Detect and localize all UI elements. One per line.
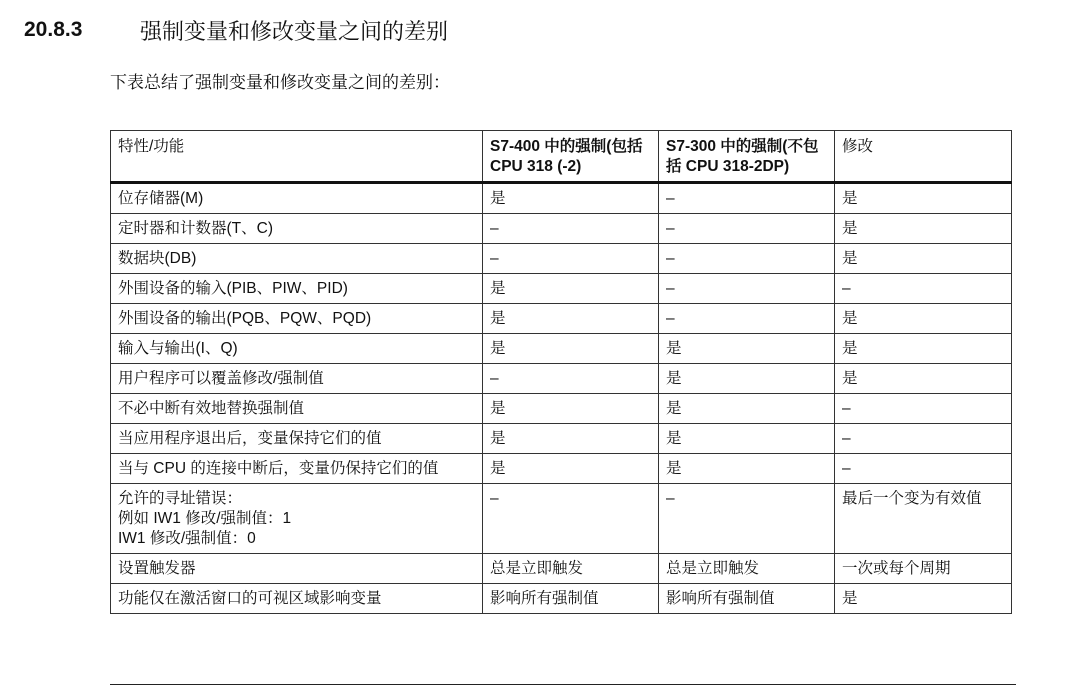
table-row <box>111 364 1012 394</box>
table-row <box>111 424 1012 454</box>
feature-cell: 输入与输出(I、Q) <box>111 334 483 364</box>
s7-400-cell: 是 <box>483 454 659 484</box>
feature-cell: 设置触发器 <box>111 554 483 584</box>
modify-cell: 是 <box>835 214 1012 244</box>
feature-cell: 外围设备的输入(PIB、PIW、PID) <box>111 274 483 304</box>
s7-300-cell: 是 <box>659 394 835 424</box>
s7-400-cell: – <box>483 244 659 274</box>
header-feature: 特性/功能 <box>111 131 483 183</box>
feature-cell: 定时器和计数器(T、C) <box>111 214 483 244</box>
feature-cell: 当与 CPU 的连接中断后，变量仍保持它们的值 <box>111 454 483 484</box>
s7-300-cell: – <box>659 244 835 274</box>
modify-cell: – <box>835 454 1012 484</box>
modify-cell: 是 <box>835 334 1012 364</box>
modify-cell: 是 <box>835 584 1012 614</box>
modify-cell: 是 <box>835 364 1012 394</box>
modify-cell: 最后一个变为有效值 <box>835 484 1012 554</box>
header-s7-300-force: S7-300 中的强制(不包括 CPU 318-2DP) <box>659 131 835 183</box>
s7-400-cell: 总是立即触发 <box>483 554 659 584</box>
modify-cell: 是 <box>835 244 1012 274</box>
header-modify: 修改 <box>835 131 1012 183</box>
feature-cell: 用户程序可以覆盖修改/强制值 <box>111 364 483 394</box>
s7-300-cell: – <box>659 214 835 244</box>
modify-cell: 一次或每个周期 <box>835 554 1012 584</box>
table-row <box>111 274 1012 304</box>
s7-300-cell: – <box>659 484 835 554</box>
example-value: 修改/强制值：0 <box>149 530 256 547</box>
s7-400-cell: 是 <box>483 183 659 214</box>
feature-cell: 当应用程序退出后，变量保持它们的值 <box>111 424 483 454</box>
feature-cell: 位存储器(M) <box>111 183 483 214</box>
table-row <box>111 554 1012 584</box>
s7-300-cell: 总是立即触发 <box>659 554 835 584</box>
s7-300-cell: – <box>659 304 835 334</box>
section-number: 20.8.3 <box>24 18 83 41</box>
table-row <box>111 334 1012 364</box>
s7-300-cell: 是 <box>659 424 835 454</box>
s7-300-cell: 影响所有强制值 <box>659 584 835 614</box>
section-title: 强制变量和修改变量之间的差别 <box>140 18 449 44</box>
s7-300-cell: – <box>659 274 835 304</box>
feature-cell: 数据块(DB) <box>111 244 483 274</box>
feature-cell: 外围设备的输出(PQB、PQW、PQD) <box>111 304 483 334</box>
bottom-divider <box>110 684 1016 685</box>
s7-400-cell: – <box>483 484 659 554</box>
s7-400-cell: 是 <box>483 334 659 364</box>
modify-cell: 是 <box>835 183 1012 214</box>
modify-cell: 是 <box>835 304 1012 334</box>
modify-cell: – <box>835 394 1012 424</box>
table-header-row <box>111 131 1012 183</box>
addressing-example-1 <box>118 509 475 529</box>
intro-paragraph: 下表总结了强制变量和修改变量之间的差别： <box>110 73 450 92</box>
table-row <box>111 214 1012 244</box>
comparison-table <box>110 130 1012 614</box>
s7-400-cell: 是 <box>483 424 659 454</box>
s7-300-cell: 是 <box>659 364 835 394</box>
addressing-example-2 <box>118 529 475 549</box>
table-row <box>111 584 1012 614</box>
table-body <box>111 183 1012 614</box>
s7-400-cell: 影响所有强制值 <box>483 584 659 614</box>
feature-cell: 功能仅在激活窗口的可视区域影响变量 <box>111 584 483 614</box>
s7-400-cell: 是 <box>483 304 659 334</box>
example-value: 修改/强制值：1 <box>185 510 292 527</box>
s7-400-cell: 是 <box>483 274 659 304</box>
table-row-addressing-errors <box>111 484 1012 554</box>
table-row <box>111 394 1012 424</box>
table-row <box>111 244 1012 274</box>
section-heading <box>24 14 448 46</box>
example-address: IW1 <box>118 530 146 547</box>
modify-cell: – <box>835 424 1012 454</box>
addressing-errors-label: 允许的寻址错误： <box>118 490 243 507</box>
s7-300-cell: – <box>659 183 835 214</box>
feature-cell: 不必中断有效地替换强制值 <box>111 394 483 424</box>
feature-cell <box>111 484 483 554</box>
table-row <box>111 304 1012 334</box>
s7-300-cell: 是 <box>659 454 835 484</box>
example-prefix: 例如 <box>118 510 150 527</box>
table-row <box>111 183 1012 214</box>
example-address: IW1 <box>153 510 181 527</box>
s7-400-cell: – <box>483 364 659 394</box>
header-s7-400-force: S7-400 中的强制(包括 CPU 318 (-2) <box>483 131 659 183</box>
table-row <box>111 454 1012 484</box>
modify-cell: – <box>835 274 1012 304</box>
s7-400-cell: 是 <box>483 394 659 424</box>
s7-300-cell: 是 <box>659 334 835 364</box>
s7-400-cell: – <box>483 214 659 244</box>
